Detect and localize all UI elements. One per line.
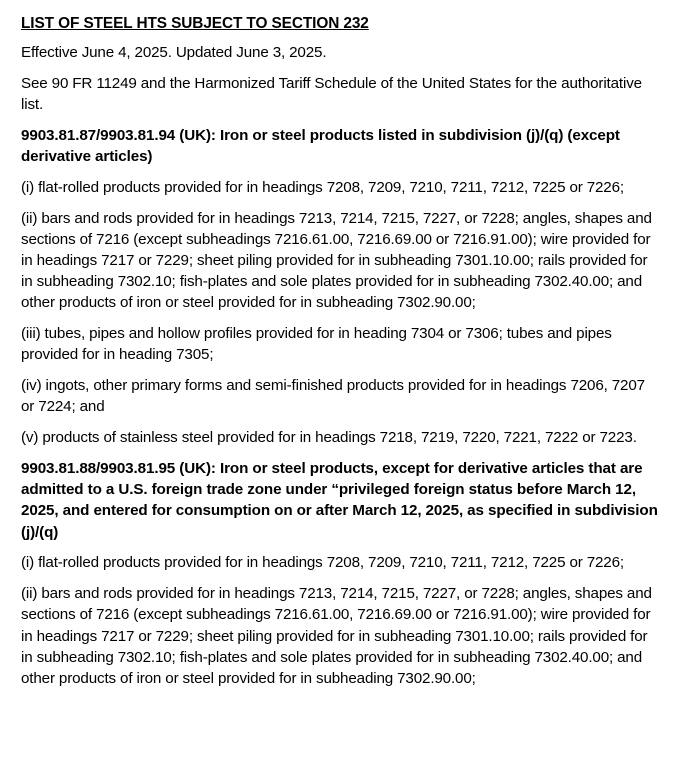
list-item: (ii) bars and rods provided for in headings 7213, 7214, 7215, 7227, or 7228; angles, shapes and sections of 7216 (except subheadings 7216.61.00, 7216.69.00 or 7216.91.00); wire provided for in headings 7217 or 7229; sheet piling provided for in subheading 7301.10.00; rails provided for in subheading 7302.10; fish-plates and sole plates provided for in subheading 7302.40.00; and other products of iron or steel provided for in subheading 7302.90.00; (21, 209, 652, 312)
list-item: (iii) tubes, pipes and hollow profiles provided for in heading 7304 or 7306; tubes and pipes provided for in heading 7305; (21, 325, 612, 364)
list-item: (i) flat-rolled products provided for in headings 7208, 7209, 7210, 7211, 7212, 7225 or 7226; (21, 178, 624, 196)
section-uk-88-95 (21, 458, 661, 689)
section-heading: 9903.81.87/9903.81.94 (UK): Iron or steel products listed in subdivision (j)/(q) (except derivative articles) (21, 126, 620, 165)
document-page (21, 14, 661, 699)
list-item: (v) products of stainless steel provided for in headings 7218, 7219, 7220, 7221, 7222 or 7223. (21, 429, 637, 447)
document-title: LIST OF STEEL HTS SUBJECT TO SECTION 232 (21, 15, 369, 32)
reference-note: See 90 FR 11249 and the Harmonized Tariff Schedule of the United States for the authoritative list. (21, 74, 642, 113)
list-item: (iv) ingots, other primary forms and semi-finished products provided for in headings 7206, 7207 or 7224; and (21, 377, 645, 416)
effective-date: Effective June 4, 2025. Updated June 3, 2025. (21, 44, 327, 61)
list-item: (i) flat-rolled products provided for in headings 7208, 7209, 7210, 7211, 7212, 7225 or 7226; (21, 554, 624, 572)
section-uk-87-94 (21, 125, 661, 449)
section-heading: 9903.81.88/9903.81.95 (UK): Iron or steel products, except for derivative articles that are admitted to a U.S. foreign trade zone under “privileged foreign status before March 12, 2025, and entered for consumption on or after March 12, 2025, as specified in subdivision (j)/(q) (21, 460, 658, 541)
list-item: (ii) bars and rods provided for in headings 7213, 7214, 7215, 7227, or 7228; angles, shapes and sections of 7216 (except subheadings 7216.61.00, 7216.69.00 or 7216.91.00); wire provided for in headings 7217 or 7229; sheet piling provided for in subheading 7301.10.00; rails provided for in subheading 7302.10; fish-plates and sole plates provided for in subheading 7302.40.00; and other products of iron or steel provided for in subheading 7302.90.00; (21, 585, 652, 688)
